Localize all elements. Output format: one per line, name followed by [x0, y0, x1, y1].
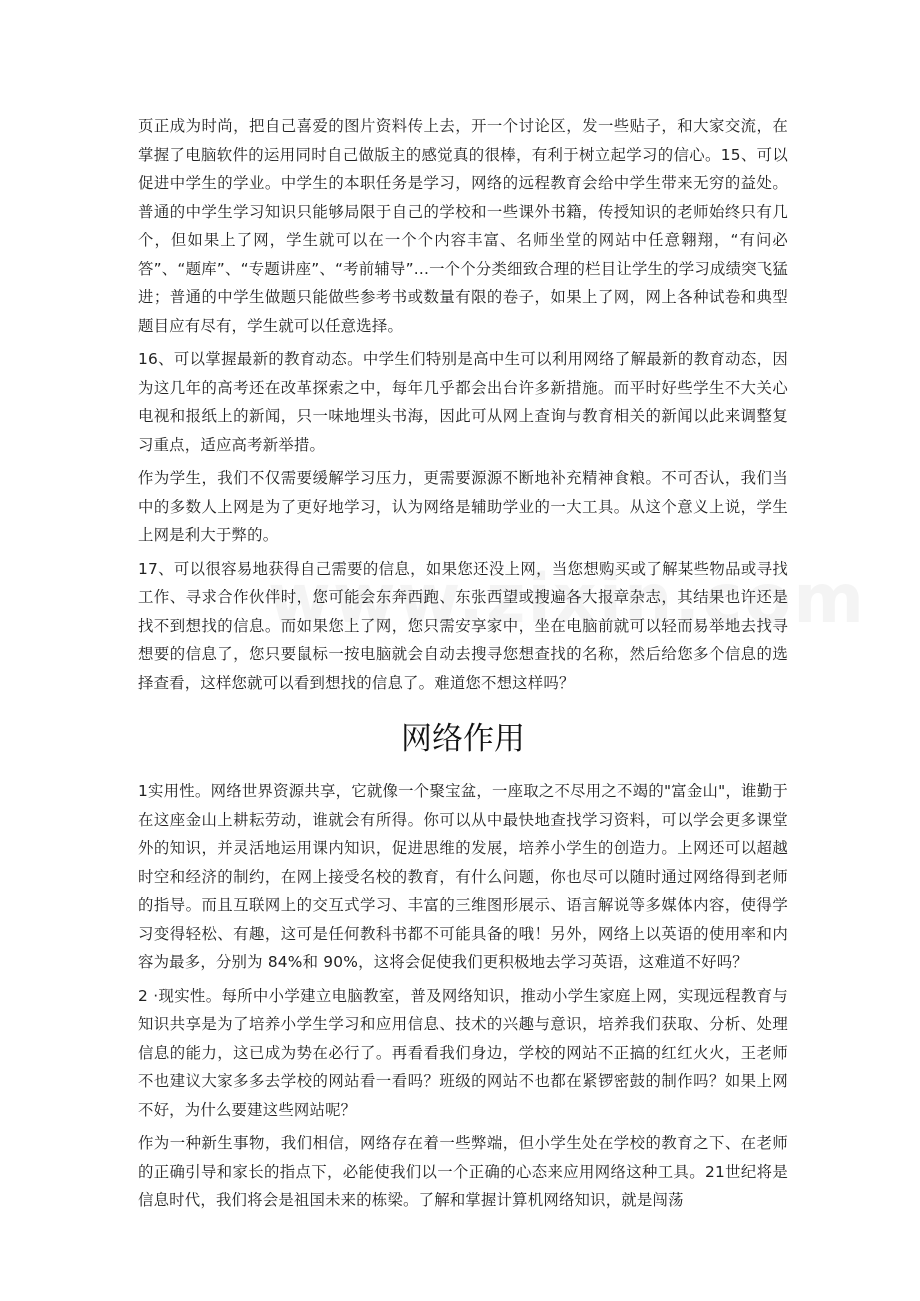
paragraph-practicality: 1实用性。网络世界资源共享，它就像一个聚宝盆，一座取之不尽用之不竭的"富金山"，谁勤于在这座金山上耕耘劳动，谁就会有所得。你可以从中最快地查找学习资料，可以学会更多课堂外的知识，并灵活地运用课内知识，促进思维的发展，培养小学生的创造力。上网还可以超越时空和经济的制约，在网上接受名校的教育，有什么问题，你也尽可以随时通过网络得到老师的指导。而且互联网上的交互式学习、丰富的三维图形展示、语言解说等多媒体内容，使得学习变得轻松、有趣，这可是任何教科书都不可能具备的哦！另外，网络上以英语的使用率和内容为最多，分别为 84%和 90%，这将会促使我们更积极地去学习英语，这难道不好吗？ [138, 782, 788, 971]
paragraph-reality: 2 ·现实性。每所中小学建立电脑教室，普及网络知识，推动小学生家庭上网，实现远程教育与知识共享是为了培养小学生学习和应用信息、技术的兴趣与意识，培养我们获取、分析、处理信息的能力，这已成为势在必行了。再看看我们身边，学校的网站不正搞的红红火火，王老师不也建议大家多多去学校的网站看一看吗？班级的网站不也都在紧锣密鼓的制作吗？如果上网不好，为什么要建这些网站呢？ [138, 986, 788, 1119]
paragraph-find-information: 17、可以很容易地获得自己需要的信息，如果您还没上网，当您想购买或了解某些物品或寻找工作、寻求合作伙伴时，您可能会东奔西跑、东张西望或搜遍各大报章杂志，其结果也许还是找不到想找的信息。而如果您上了网，您只需安享家中，坐在电脑前就可以轻而易举地去找寻想要的信息了，您只要鼠标一按电脑就会自动去搜寻您想查找的名称，然后给您多个信息的选择查看，这样您就可以看到想找的信息了。难道您不想这样吗？ [138, 559, 788, 692]
paragraph-new-thing: 作为一种新生事物，我们相信，网络存在着一些弊端，但小学生处在学校的教育之下、在老师的正确引导和家长的指点下，必能使我们以一个正确的心态来应用网络这种工具。21世纪将是信息时代，我们将会是祖国未来的栋梁。了解和掌握计算机网络知识，就是闯荡 [138, 1134, 788, 1209]
section-heading: 网络作用 [401, 721, 525, 757]
paragraph-portal-and-academics: 页正成为时尚，把自己喜爱的图片资料传上去，开一个讨论区，发一些贴子，和大家交流，在掌握了电脑软件的运用同时自己做版主的感觉真的很棒，有利于树立起学习的信心。15、可以促进中学生的学业。中学生的本职任务是学习，网络的远程教育会给中学生带来无穷的益处。普通的中学生学习知识只能够局限于自己的学校和一些课外书籍，传授知识的老师始终只有几个，但如果上了网，学生就可以在一个个内容丰富、名师坐堂的网站中任意翱翔，“有问必答”、“题库”、“专题讲座”、“考前辅导”...一个个分类细致合理的栏目让学生的学习成绩突飞猛进；普通的中学生做题只能做些参考书或数量有限的卷子，如果上了网，网上各种试卷和典型题目应有尽有，学生就可以任意选择。 [138, 117, 788, 335]
paragraph-student-conclusion: 作为学生，我们不仅需要缓解学习压力，更需要源源不断地补充精神食粮。不可否认，我们当中的多数人上网是为了更好地学习，认为网络是辅助学业的一大工具。从这个意义上说，学生上网是利大于弊的。 [138, 469, 788, 544]
document-body [138, 112, 788, 1220]
paragraph-education-news: 16、可以掌握最新的教育动态。中学生们特别是高中生可以利用网络了解最新的教育动态，因为这几年的高考还在改革探索之中，每年几乎都会出台许多新措施。而平时好些学生不大关心电视和报纸上的新闻，只一味地埋头书海，因此可从网上查询与教育相关的新闻以此来调整复习重点，适应高考新举措。 [138, 350, 788, 454]
